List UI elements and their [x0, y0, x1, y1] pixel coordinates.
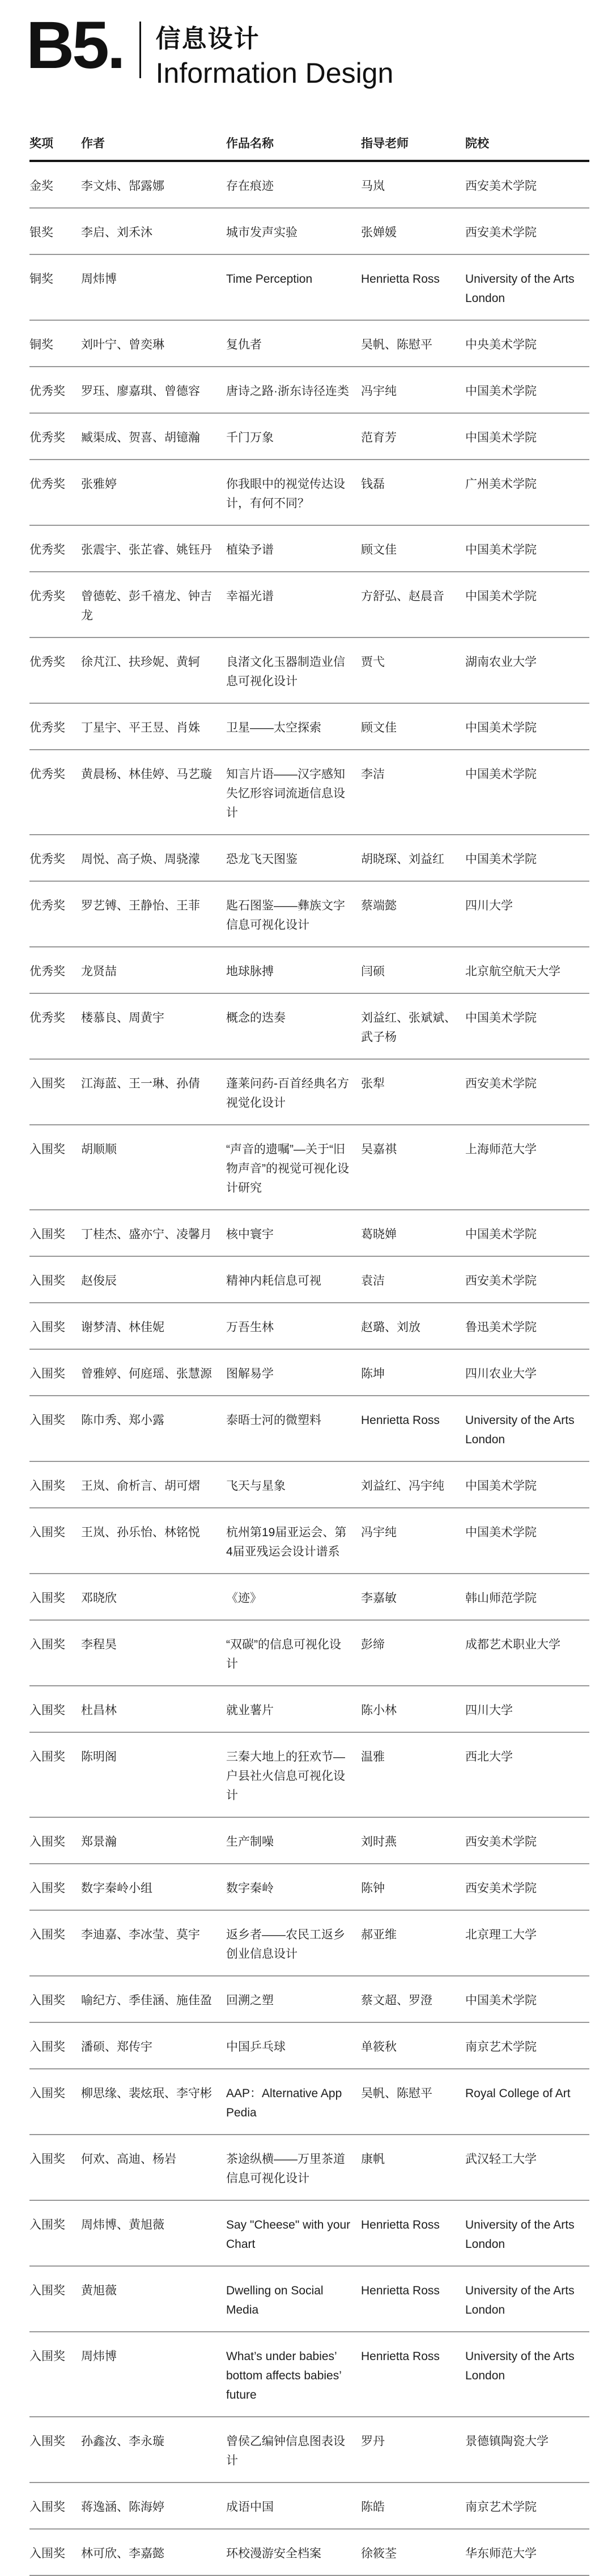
advisor-cell: 蔡文超、罗澄 — [361, 1994, 432, 2007]
table-row — [29, 638, 589, 704]
award-cell: 入围奖 — [29, 2218, 65, 2231]
work-title-cell: 三秦大地上的狂欢节—户县社火信息可视化设计 — [226, 1750, 345, 1802]
advisor-cell: 闫硕 — [361, 965, 385, 978]
award-cell: 铜奖 — [29, 338, 53, 351]
school-cell: 中国美术学院 — [465, 1994, 537, 2007]
work-title-cell: 泰晤士河的微塑料 — [226, 1414, 321, 1427]
authors-cell: 林可欣、李嘉懿 — [81, 2547, 164, 2560]
column-header-work: 作品名称 — [226, 137, 274, 150]
school-cell: Royal College of Art — [465, 2087, 571, 2100]
advisor-cell: 陈小林 — [361, 1704, 397, 1717]
school-cell: University of the Arts London — [465, 273, 575, 305]
school-cell: 中国美术学院 — [465, 431, 537, 444]
award-cell: 入围奖 — [29, 2350, 65, 2363]
work-title-cell: Say "Cheese" with your Chart — [226, 2218, 351, 2251]
table-row — [29, 209, 589, 255]
award-cell: 优秀奖 — [29, 431, 65, 444]
award-cell: 入围奖 — [29, 1994, 65, 2007]
authors-cell: 楼慕良、周黄宇 — [81, 1011, 164, 1025]
authors-cell: 陈明阁 — [81, 1750, 117, 1763]
authors-cell: 何欢、高迪、杨岩 — [81, 2153, 176, 2166]
authors-cell: 刘叶宁、曾奕琳 — [81, 338, 164, 351]
advisor-cell: 陈皓 — [361, 2501, 385, 2514]
work-title-cell: 曾侯乙编钟信息图表设计 — [226, 2435, 345, 2467]
authors-cell: 李启、刘禾沐 — [81, 226, 152, 239]
page-title-cn: 信息设计 — [155, 25, 260, 53]
section-code: B5. — [26, 8, 124, 83]
advisor-cell: 彭缔 — [361, 1638, 385, 1651]
section-titles — [156, 17, 394, 90]
award-cell: 入围奖 — [29, 1750, 65, 1763]
advisor-cell: Henrietta Ross — [361, 273, 440, 286]
work-title-cell: 复仇者 — [226, 338, 262, 351]
authors-cell: 罗珏、廖嘉琪、曾德容 — [81, 385, 200, 398]
school-cell: 四川农业大学 — [465, 1367, 537, 1380]
authors-cell: 孙鑫汝、李永璇 — [81, 2435, 164, 2448]
award-cell: 入围奖 — [29, 1704, 65, 1717]
authors-cell: 李文炜、郜露娜 — [81, 180, 164, 193]
school-cell: 中国美术学院 — [465, 590, 537, 603]
table-row — [29, 414, 589, 460]
table-row — [29, 1911, 589, 1976]
school-cell: 景德镇陶瓷大学 — [465, 2435, 549, 2448]
work-title-cell: 蓬莱问药-百首经典名方视觉化设计 — [226, 1077, 349, 1110]
authors-cell: 周悦、高子焕、周骁濛 — [81, 853, 200, 866]
school-cell: 西安美术学院 — [465, 1274, 537, 1287]
work-title-cell: 图解易学 — [226, 1367, 274, 1380]
work-title-cell: 知言片语——汉字感知失忆形容词流逝信息设计 — [226, 768, 345, 819]
advisor-cell: 范育芳 — [361, 431, 397, 444]
authors-cell: 曾德乾、彭千禧龙、钟吉龙 — [81, 590, 212, 622]
work-title-cell: 匙石图鉴——彝族文字信息可视化设计 — [226, 899, 345, 932]
work-title-cell: 飞天与星象 — [226, 1480, 286, 1493]
award-cell: 入围奖 — [29, 2041, 65, 2054]
advisor-cell: 胡晓琛、刘益红 — [361, 853, 444, 866]
authors-cell: 丁桂杰、盛亦宁、凌馨月 — [81, 1228, 212, 1241]
table-row — [29, 2267, 589, 2332]
table-row — [29, 321, 589, 367]
table-row — [29, 1976, 589, 2023]
authors-cell: 陈巾秀、郑小露 — [81, 1414, 164, 1427]
work-title-cell: 返乡者——农民工返乡创业信息设计 — [226, 1928, 345, 1961]
table-row — [29, 572, 589, 638]
header-divider — [139, 22, 141, 78]
table-row — [29, 1350, 589, 1396]
work-title-cell: 茶途纵横——万里茶道信息可视化设计 — [226, 2153, 345, 2185]
advisor-cell: 贾弋 — [361, 656, 385, 669]
work-title-cell: 概念的迭奏 — [226, 1011, 286, 1025]
advisor-cell: 罗丹 — [361, 2435, 385, 2448]
award-cell: 入围奖 — [29, 1321, 65, 1334]
authors-cell: 臧渠成、贺喜、胡镱瀚 — [81, 431, 200, 444]
advisor-cell: 方舒弘、赵晨音 — [361, 590, 444, 603]
award-cell: 入围奖 — [29, 2284, 65, 2297]
work-title-cell: 植染予谱 — [226, 543, 274, 556]
advisor-cell: 蔡端懿 — [361, 899, 397, 912]
school-cell: 上海师范大学 — [465, 1143, 537, 1156]
school-cell: 中国美术学院 — [465, 721, 537, 734]
table-row — [29, 882, 589, 947]
award-cell: 优秀奖 — [29, 899, 65, 912]
school-cell: 南京艺术学院 — [465, 2501, 537, 2514]
table-row — [29, 1864, 589, 1911]
awards-table — [29, 137, 589, 2576]
advisor-cell: 吴帆、陈慰平 — [361, 338, 432, 351]
award-cell: 优秀奖 — [29, 478, 65, 491]
advisor-cell: 李洁 — [361, 768, 385, 781]
school-cell: 中国美术学院 — [465, 853, 537, 866]
award-cell: 优秀奖 — [29, 1011, 65, 1025]
advisor-cell: 张婵媛 — [361, 226, 397, 239]
advisor-cell: 马岚 — [361, 180, 385, 193]
award-cell: 入围奖 — [29, 1414, 65, 1427]
advisor-cell: 赵璐、刘放 — [361, 1321, 420, 1334]
advisor-cell: 冯宇纯 — [361, 385, 397, 398]
table-row — [29, 2332, 589, 2417]
school-cell: University of the Arts London — [465, 1414, 575, 1446]
table-row — [29, 2417, 589, 2483]
table-row — [29, 1125, 589, 1210]
authors-cell: 龙贤喆 — [81, 965, 117, 978]
table-row — [29, 1733, 589, 1818]
table-row — [29, 460, 589, 526]
table-row — [29, 2483, 589, 2530]
school-cell: 中国美术学院 — [465, 768, 537, 781]
school-cell: 中国美术学院 — [465, 543, 537, 556]
authors-cell: 张雅婷 — [81, 478, 117, 491]
advisor-cell: 徐筱荃 — [361, 2547, 397, 2560]
school-cell: 中国美术学院 — [465, 1480, 537, 1493]
advisor-cell: 袁洁 — [361, 1274, 385, 1287]
authors-cell: 胡顺顺 — [81, 1143, 117, 1156]
work-title-cell: 《迹》 — [226, 1592, 262, 1605]
work-title-cell: 地球脉搏 — [226, 965, 274, 978]
authors-cell: 徐芃江、扶珍妮、黄轲 — [81, 656, 200, 669]
table-row — [29, 2201, 589, 2267]
table-row — [29, 1060, 589, 1125]
table-row — [29, 2135, 589, 2201]
work-title-cell: 回溯之塑 — [226, 1994, 274, 2007]
authors-cell: 丁星宇、平王昱、肖姝 — [81, 721, 200, 734]
school-cell: 中国美术学院 — [465, 1011, 537, 1025]
advisor-cell: Henrietta Ross — [361, 2350, 440, 2363]
advisor-cell: 刘益红、冯宇纯 — [361, 1480, 444, 1493]
column-header-award: 奖项 — [29, 137, 53, 150]
school-cell: 四川大学 — [465, 1704, 513, 1717]
table-row — [29, 2023, 589, 2069]
authors-cell: 赵俊辰 — [81, 1274, 117, 1287]
award-cell: 入围奖 — [29, 2435, 65, 2448]
table-row — [29, 1686, 589, 1733]
award-cell: 入围奖 — [29, 1835, 65, 1848]
award-cell: 优秀奖 — [29, 853, 65, 866]
work-title-cell: AAP：Alternative App Pedia — [226, 2087, 342, 2119]
authors-cell: 江海蓝、王一琳、孙倩 — [81, 1077, 200, 1090]
school-cell: 武汉轻工大学 — [465, 2153, 537, 2166]
column-header-advisor: 指导老师 — [361, 137, 409, 150]
authors-cell: 黄旭薇 — [81, 2284, 117, 2297]
award-cell: 入围奖 — [29, 2501, 65, 2514]
table-row — [29, 1396, 589, 1462]
authors-cell: 王岚、孙乐怡、林铭悦 — [81, 1526, 200, 1539]
authors-cell: 潘硕、郑传宇 — [81, 2041, 152, 2054]
award-cell: 优秀奖 — [29, 543, 65, 556]
award-cell: 入围奖 — [29, 1480, 65, 1493]
award-cell: 优秀奖 — [29, 721, 65, 734]
work-title-cell: Dwelling on Social Media — [226, 2284, 324, 2316]
advisor-cell: 单筱秋 — [361, 2041, 397, 2054]
award-cell: 入围奖 — [29, 1638, 65, 1651]
award-cell: 优秀奖 — [29, 656, 65, 669]
authors-cell: 柳思缘、裴炫珉、李守彬 — [81, 2087, 212, 2100]
column-header-school: 院校 — [465, 137, 489, 150]
table-row — [29, 994, 589, 1060]
school-cell: 成都艺术职业大学 — [465, 1638, 560, 1651]
school-cell: University of the Arts London — [465, 2350, 575, 2382]
work-title-cell: “声音的遗嘱”—关于“旧物声音”的视觉可视化设计研究 — [226, 1143, 349, 1195]
work-title-cell: 你我眼中的视觉传达设计，有何不同？ — [226, 478, 345, 510]
table-row — [29, 2530, 589, 2576]
work-title-cell: 幸福光谱 — [226, 590, 274, 603]
work-title-cell: 良渚文化玉器制造业信息可视化设计 — [226, 656, 345, 688]
school-cell: 南京艺术学院 — [465, 2041, 537, 2054]
work-title-cell: 唐诗之路·浙东诗径连类 — [226, 385, 349, 398]
authors-cell: 喻纪方、季佳涵、施佳盈 — [81, 1994, 212, 2007]
table-row — [29, 1818, 589, 1864]
school-cell: 西北大学 — [465, 1750, 513, 1763]
award-cell: 铜奖 — [29, 273, 53, 286]
award-cell: 入围奖 — [29, 1526, 65, 1539]
award-cell: 入围奖 — [29, 2087, 65, 2100]
work-title-cell: 环校漫游安全档案 — [226, 2547, 321, 2560]
advisor-cell: 钱磊 — [361, 478, 385, 491]
table-row — [29, 1210, 589, 1257]
award-cell: 入围奖 — [29, 1882, 65, 1895]
page-title-en: Information Design — [155, 57, 394, 89]
award-cell: 入围奖 — [29, 1367, 65, 1380]
table-body — [29, 162, 589, 2576]
school-cell: 西安美术学院 — [465, 1077, 537, 1090]
school-cell: 广州美术学院 — [465, 478, 537, 491]
table-header-row — [29, 137, 589, 162]
authors-cell: 黄晨杨、林佳婷、马艺璇 — [81, 768, 212, 781]
table-row — [29, 750, 589, 835]
work-title-cell: 中国乒乓球 — [226, 2041, 286, 2054]
advisor-cell: 刘益红、张斌斌、武子杨 — [361, 1011, 456, 1044]
authors-cell: 蒋逸涵、陈海婷 — [81, 2501, 164, 2514]
award-cell: 入围奖 — [29, 1077, 65, 1090]
advisor-cell: 顾文佳 — [361, 543, 397, 556]
award-cell: 入围奖 — [29, 1274, 65, 1287]
authors-cell: 邓晓欣 — [81, 1592, 117, 1605]
work-title-cell: 千门万象 — [226, 431, 274, 444]
advisor-cell: Henrietta Ross — [361, 1414, 440, 1427]
work-title-cell: 卫星——太空探索 — [226, 721, 321, 734]
award-cell: 优秀奖 — [29, 768, 65, 781]
school-cell: 湖南农业大学 — [465, 656, 537, 669]
table-row — [29, 1462, 589, 1508]
authors-cell: 周炜博 — [81, 2350, 117, 2363]
school-cell: 西安美术学院 — [465, 1835, 537, 1848]
advisor-cell: 吴嘉祺 — [361, 1143, 397, 1156]
authors-cell: 罗艺镈、王静怡、王菲 — [81, 899, 200, 912]
award-cell: 优秀奖 — [29, 385, 65, 398]
page-header — [0, 0, 612, 90]
column-header-authors: 作者 — [81, 137, 105, 150]
school-cell: 中国美术学院 — [465, 1228, 537, 1241]
table-row — [29, 835, 589, 882]
advisor-cell: 陈坤 — [361, 1367, 385, 1380]
award-cell: 入围奖 — [29, 1143, 65, 1156]
table-row — [29, 526, 589, 572]
work-title-cell: “双碳”的信息可视化设计 — [226, 1638, 341, 1670]
table-row — [29, 1303, 589, 1350]
table-row — [29, 2069, 589, 2135]
advisor-cell: 吴帆、陈慰平 — [361, 2087, 432, 2100]
award-cell: 入围奖 — [29, 1928, 65, 1941]
table-row — [29, 255, 589, 321]
advisor-cell: 刘时燕 — [361, 1835, 397, 1848]
authors-cell: 杜昌林 — [81, 1704, 117, 1717]
school-cell: 中国美术学院 — [465, 1526, 537, 1539]
advisor-cell: 温雅 — [361, 1750, 385, 1763]
work-title-cell: 生产制噪 — [226, 1835, 274, 1848]
table-row — [29, 1621, 589, 1686]
authors-cell: 张震宇、张芷睿、姚钰丹 — [81, 543, 212, 556]
work-title-cell: 恐龙飞天图鉴 — [226, 853, 298, 866]
award-cell: 优秀奖 — [29, 965, 65, 978]
advisor-cell: 张犁 — [361, 1077, 385, 1090]
advisor-cell: 顾文佳 — [361, 721, 397, 734]
work-title-cell: 精神内耗信息可视 — [226, 1274, 321, 1287]
school-cell: 鲁迅美术学院 — [465, 1321, 537, 1334]
school-cell: 北京航空航天大学 — [465, 965, 560, 978]
table-row — [29, 704, 589, 750]
work-title-cell: 核中寰宇 — [226, 1228, 274, 1241]
table-row — [29, 162, 589, 209]
work-title-cell: 城市发声实验 — [226, 226, 298, 239]
work-title-cell: Time Perception — [226, 273, 313, 286]
work-title-cell: 杭州第19届亚运会、第4届亚残运会设计谱系 — [226, 1526, 347, 1558]
school-cell: University of the Arts London — [465, 2284, 575, 2316]
work-title-cell: 数字秦岭 — [226, 1882, 274, 1895]
award-cell: 入围奖 — [29, 2547, 65, 2560]
award-cell: 入围奖 — [29, 1228, 65, 1241]
advisor-cell: Henrietta Ross — [361, 2284, 440, 2297]
award-cell: 入围奖 — [29, 1592, 65, 1605]
authors-cell: 谢梦清、林佳妮 — [81, 1321, 164, 1334]
school-cell: 西安美术学院 — [465, 1882, 537, 1895]
school-cell: 四川大学 — [465, 899, 513, 912]
table-row — [29, 1574, 589, 1621]
award-cell: 金奖 — [29, 180, 53, 193]
advisor-cell: 李嘉敏 — [361, 1592, 397, 1605]
work-title-cell: What’s under babies’ bottom affects babies’ future — [226, 2350, 342, 2401]
school-cell: 西安美术学院 — [465, 180, 537, 193]
work-title-cell: 万吾生林 — [226, 1321, 274, 1334]
work-title-cell: 就业薯片 — [226, 1704, 274, 1717]
authors-cell: 数字秦岭小组 — [81, 1882, 152, 1895]
table-row — [29, 947, 589, 994]
school-cell: 华东师范大学 — [465, 2547, 537, 2560]
award-cell: 优秀奖 — [29, 590, 65, 603]
authors-cell: 周炜博、黄旭薇 — [81, 2218, 164, 2231]
school-cell: 中央美术学院 — [465, 338, 537, 351]
authors-cell: 李迪嘉、李冰莹、莫宇 — [81, 1928, 200, 1941]
work-title-cell: 存在痕迹 — [226, 180, 274, 193]
award-cell: 银奖 — [29, 226, 53, 239]
work-title-cell: 成语中国 — [226, 2501, 274, 2514]
advisor-cell: 郝亚维 — [361, 1928, 397, 1941]
authors-cell: 周炜博 — [81, 273, 117, 286]
table-row — [29, 367, 589, 414]
authors-cell: 李程昊 — [81, 1638, 117, 1651]
school-cell: 中国美术学院 — [465, 385, 537, 398]
school-cell: University of the Arts London — [465, 2218, 575, 2251]
advisor-cell: Henrietta Ross — [361, 2218, 440, 2231]
school-cell: 西安美术学院 — [465, 226, 537, 239]
advisor-cell: 康帆 — [361, 2153, 385, 2166]
advisor-cell: 葛晓婵 — [361, 1228, 397, 1241]
authors-cell: 王岚、俞析言、胡可熠 — [81, 1480, 200, 1493]
school-cell: 北京理工大学 — [465, 1928, 537, 1941]
table-row — [29, 1508, 589, 1574]
award-cell: 入围奖 — [29, 2153, 65, 2166]
table-row — [29, 1257, 589, 1303]
school-cell: 韩山师范学院 — [465, 1592, 537, 1605]
authors-cell: 郑景瀚 — [81, 1835, 117, 1848]
advisor-cell: 陈钟 — [361, 1882, 385, 1895]
advisor-cell: 冯宇纯 — [361, 1526, 397, 1539]
authors-cell: 曾雅婷、何庭瑶、张慧源 — [81, 1367, 212, 1380]
